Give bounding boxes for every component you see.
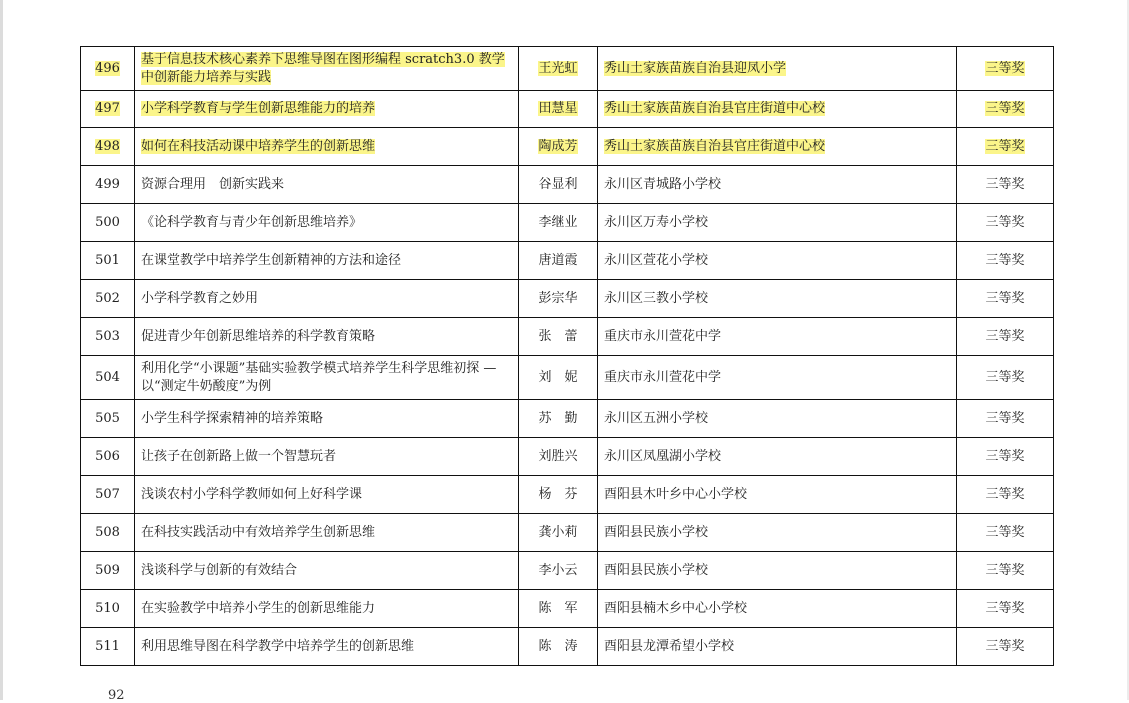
- table-row: [81, 476, 1054, 514]
- cell-school-text: 永川区万寿小学校: [604, 214, 709, 230]
- cell-number-text: 502: [95, 290, 120, 306]
- cell-title: [135, 318, 519, 356]
- cell-author: [519, 242, 598, 280]
- cell-title-text: 浅谈农村小学科学教师如何上好科学课: [141, 486, 363, 502]
- awards-table-body: [81, 47, 1054, 666]
- cell-number-text: 506: [95, 448, 120, 464]
- cell-award: [957, 400, 1054, 438]
- cell-author-text: 陈 涛: [538, 638, 578, 654]
- cell-author-text: 陶成芳: [538, 138, 578, 154]
- cell-school: [598, 514, 957, 552]
- cell-author: [519, 514, 598, 552]
- cell-school: [598, 204, 957, 242]
- cell-award-text: 三等奖: [985, 524, 1025, 540]
- cell-award: [957, 242, 1054, 280]
- cell-award-text: 三等奖: [985, 448, 1025, 464]
- cell-school: [598, 128, 957, 166]
- cell-author: [519, 204, 598, 242]
- cell-number-text: 501: [95, 252, 120, 268]
- cell-award: [957, 476, 1054, 514]
- cell-title: [135, 476, 519, 514]
- cell-author: [519, 128, 598, 166]
- cell-school-text: 秀山土家族苗族自治县迎凤小学: [604, 60, 787, 76]
- cell-title-text: 浅谈科学与创新的有效结合: [141, 562, 298, 578]
- cell-school: [598, 438, 957, 476]
- cell-author: [519, 590, 598, 628]
- cell-title-text: 在科技实践活动中有效培养学生创新思维: [141, 524, 376, 540]
- cell-school-text: 永川区青城路小学校: [604, 176, 722, 192]
- cell-school-text: 酉阳县楠木乡中心小学校: [604, 600, 748, 616]
- cell-author: [519, 628, 598, 666]
- cell-award-text: 三等奖: [985, 101, 1025, 116]
- cell-school: [598, 476, 957, 514]
- cell-title: [135, 438, 519, 476]
- cell-school-text: 酉阳县民族小学校: [604, 562, 709, 578]
- cell-number: [81, 91, 135, 128]
- cell-number-text: 496: [95, 60, 120, 76]
- cell-author: [519, 400, 598, 438]
- cell-number-text: 505: [95, 410, 120, 426]
- cell-number: [81, 318, 135, 356]
- table-row: [81, 204, 1054, 242]
- cell-award: [957, 590, 1054, 628]
- cell-number: [81, 590, 135, 628]
- cell-number: [81, 128, 135, 166]
- cell-author: [519, 356, 598, 400]
- cell-award: [957, 280, 1054, 318]
- cell-school-text: 重庆市永川萱花中学: [604, 328, 722, 344]
- cell-title: [135, 242, 519, 280]
- cell-award-text: 三等奖: [985, 176, 1025, 192]
- cell-title: [135, 166, 519, 204]
- cell-title: [135, 47, 519, 91]
- cell-author: [519, 552, 598, 590]
- cell-number: [81, 514, 135, 552]
- cell-title-text: 在课堂教学中培养学生创新精神的方法和途径: [141, 252, 402, 268]
- cell-number: [81, 628, 135, 666]
- cell-award-text: 三等奖: [985, 486, 1025, 502]
- table-row: [81, 128, 1054, 166]
- cell-number: [81, 476, 135, 514]
- cell-award: [957, 356, 1054, 400]
- cell-title: [135, 628, 519, 666]
- cell-award: [957, 91, 1054, 128]
- cell-award-text: 三等奖: [985, 638, 1025, 654]
- cell-author-text: 王光虹: [538, 60, 578, 76]
- table-row: [81, 318, 1054, 356]
- cell-award: [957, 514, 1054, 552]
- cell-author-text: 苏 勤: [538, 410, 578, 426]
- table-row: [81, 47, 1054, 91]
- cell-title-text: 小学科学教育与学生创新思维能力的培养: [141, 101, 376, 116]
- cell-author-text: 彭宗华: [538, 290, 578, 306]
- cell-award: [957, 552, 1054, 590]
- cell-number: [81, 280, 135, 318]
- cell-title: [135, 514, 519, 552]
- cell-author: [519, 476, 598, 514]
- cell-number: [81, 166, 135, 204]
- cell-title: [135, 91, 519, 128]
- cell-number: [81, 438, 135, 476]
- cell-school: [598, 318, 957, 356]
- cell-award-text: 三等奖: [985, 600, 1025, 616]
- cell-title-text: 在实验教学中培养小学生的创新思维能力: [141, 600, 376, 616]
- cell-number: [81, 356, 135, 400]
- cell-author-text: 唐道霞: [538, 252, 578, 268]
- cell-number: [81, 47, 135, 91]
- cell-award-text: 三等奖: [985, 60, 1025, 76]
- cell-number-text: 497: [95, 101, 120, 116]
- cell-award-text: 三等奖: [985, 252, 1025, 268]
- cell-number-text: 499: [95, 176, 120, 192]
- cell-school: [598, 628, 957, 666]
- cell-title: [135, 552, 519, 590]
- cell-title: [135, 400, 519, 438]
- table-row: [81, 590, 1054, 628]
- cell-number-text: 510: [95, 600, 120, 616]
- cell-title-text: 如何在科技活动课中培养学生的创新思维: [141, 138, 376, 154]
- cell-school-text: 酉阳县木叶乡中心小学校: [604, 486, 748, 502]
- cell-school: [598, 400, 957, 438]
- cell-author-text: 龚小莉: [538, 524, 578, 540]
- page-edge-left: [0, 0, 3, 700]
- cell-school: [598, 552, 957, 590]
- cell-school: [598, 242, 957, 280]
- cell-number-text: 500: [95, 214, 120, 230]
- table-row: [81, 438, 1054, 476]
- cell-title-text: 小学生科学探索精神的培养策略: [141, 410, 324, 426]
- cell-award-text: 三等奖: [985, 214, 1025, 230]
- cell-author-text: 李小云: [538, 562, 578, 578]
- cell-award-text: 三等奖: [985, 369, 1025, 385]
- cell-award-text: 三等奖: [985, 328, 1025, 344]
- cell-author: [519, 280, 598, 318]
- table-row: [81, 356, 1054, 400]
- table-row: [81, 242, 1054, 280]
- cell-title: [135, 590, 519, 628]
- cell-author-text: 刘 妮: [538, 369, 578, 385]
- cell-author-text: 张 蕾: [538, 328, 578, 344]
- cell-award-text: 三等奖: [985, 562, 1025, 578]
- cell-number-text: 508: [95, 524, 120, 540]
- cell-author-text: 李继业: [538, 214, 578, 230]
- cell-school: [598, 166, 957, 204]
- table-row: [81, 514, 1054, 552]
- cell-school: [598, 356, 957, 400]
- cell-award: [957, 628, 1054, 666]
- cell-author: [519, 166, 598, 204]
- cell-award: [957, 318, 1054, 356]
- table-row: [81, 280, 1054, 318]
- table-row: [81, 91, 1054, 128]
- cell-award: [957, 166, 1054, 204]
- cell-author-text: 陈 军: [538, 600, 578, 616]
- cell-school: [598, 280, 957, 318]
- cell-award-text: 三等奖: [985, 290, 1025, 306]
- awards-table: [80, 46, 1054, 666]
- cell-author: [519, 438, 598, 476]
- cell-number: [81, 400, 135, 438]
- cell-school: [598, 590, 957, 628]
- cell-title: [135, 128, 519, 166]
- cell-author-text: 刘胜兴: [538, 448, 578, 464]
- cell-title-text: 利用思维导图在科学教学中培养学生的创新思维: [141, 638, 415, 654]
- cell-award: [957, 204, 1054, 242]
- cell-school-text: 永川区五洲小学校: [604, 410, 709, 426]
- cell-author: [519, 47, 598, 91]
- cell-number-text: 509: [95, 562, 120, 578]
- cell-author: [519, 318, 598, 356]
- cell-school: [598, 47, 957, 91]
- table-row: [81, 166, 1054, 204]
- cell-title-text: 基于信息技术核心素养下思维导图在图形编程 scratch3.0 教学中创新能力培养与实践: [141, 51, 505, 85]
- cell-school-text: 永川区凤凰湖小学校: [604, 448, 722, 464]
- cell-title: [135, 280, 519, 318]
- cell-award-text: 三等奖: [985, 138, 1025, 154]
- cell-school-text: 酉阳县龙潭希望小学校: [604, 638, 735, 654]
- cell-number: [81, 552, 135, 590]
- cell-school-text: 重庆市永川萱花中学: [604, 369, 722, 385]
- cell-author-text: 田慧星: [538, 101, 578, 116]
- cell-title-text: 利用化学“小课题”基础实验教学模式培养学生科学思维初探 —以“测定牛奶酸度”为例: [141, 360, 497, 394]
- cell-school-text: 永川区萱花小学校: [604, 252, 709, 268]
- cell-title-text: 让孩子在创新路上做一个智慧玩者: [141, 448, 337, 464]
- cell-title-text: 资源合理用 创新实践来: [141, 176, 285, 192]
- cell-school-text: 永川区三教小学校: [604, 290, 709, 306]
- cell-number-text: 511: [95, 638, 120, 654]
- cell-school-text: 秀山土家族苗族自治县官庄街道中心校: [604, 101, 826, 116]
- cell-title-text: 《论科学教育与青少年创新思维培养》: [141, 214, 363, 230]
- cell-author-text: 杨 芬: [538, 486, 578, 502]
- table-row: [81, 628, 1054, 666]
- cell-number: [81, 204, 135, 242]
- cell-school: [598, 91, 957, 128]
- table-row: [81, 400, 1054, 438]
- table-row: [81, 552, 1054, 590]
- cell-award: [957, 438, 1054, 476]
- cell-title-text: 促进青少年创新思维培养的科学教育策略: [141, 328, 376, 344]
- cell-title: [135, 356, 519, 400]
- cell-number-text: 507: [95, 486, 120, 502]
- cell-number-text: 503: [95, 328, 120, 344]
- cell-award-text: 三等奖: [985, 410, 1025, 426]
- cell-title-text: 小学科学教育之妙用: [141, 290, 259, 306]
- cell-number-text: 504: [95, 369, 120, 385]
- cell-school-text: 秀山土家族苗族自治县官庄街道中心校: [604, 138, 826, 154]
- cell-award: [957, 47, 1054, 91]
- cell-school-text: 酉阳县民族小学校: [604, 524, 709, 540]
- cell-author-text: 谷显利: [538, 176, 578, 192]
- cell-title: [135, 204, 519, 242]
- page-number: 92: [108, 688, 125, 703]
- cell-award: [957, 128, 1054, 166]
- cell-number-text: 498: [95, 138, 120, 154]
- cell-author: [519, 91, 598, 128]
- cell-number: [81, 242, 135, 280]
